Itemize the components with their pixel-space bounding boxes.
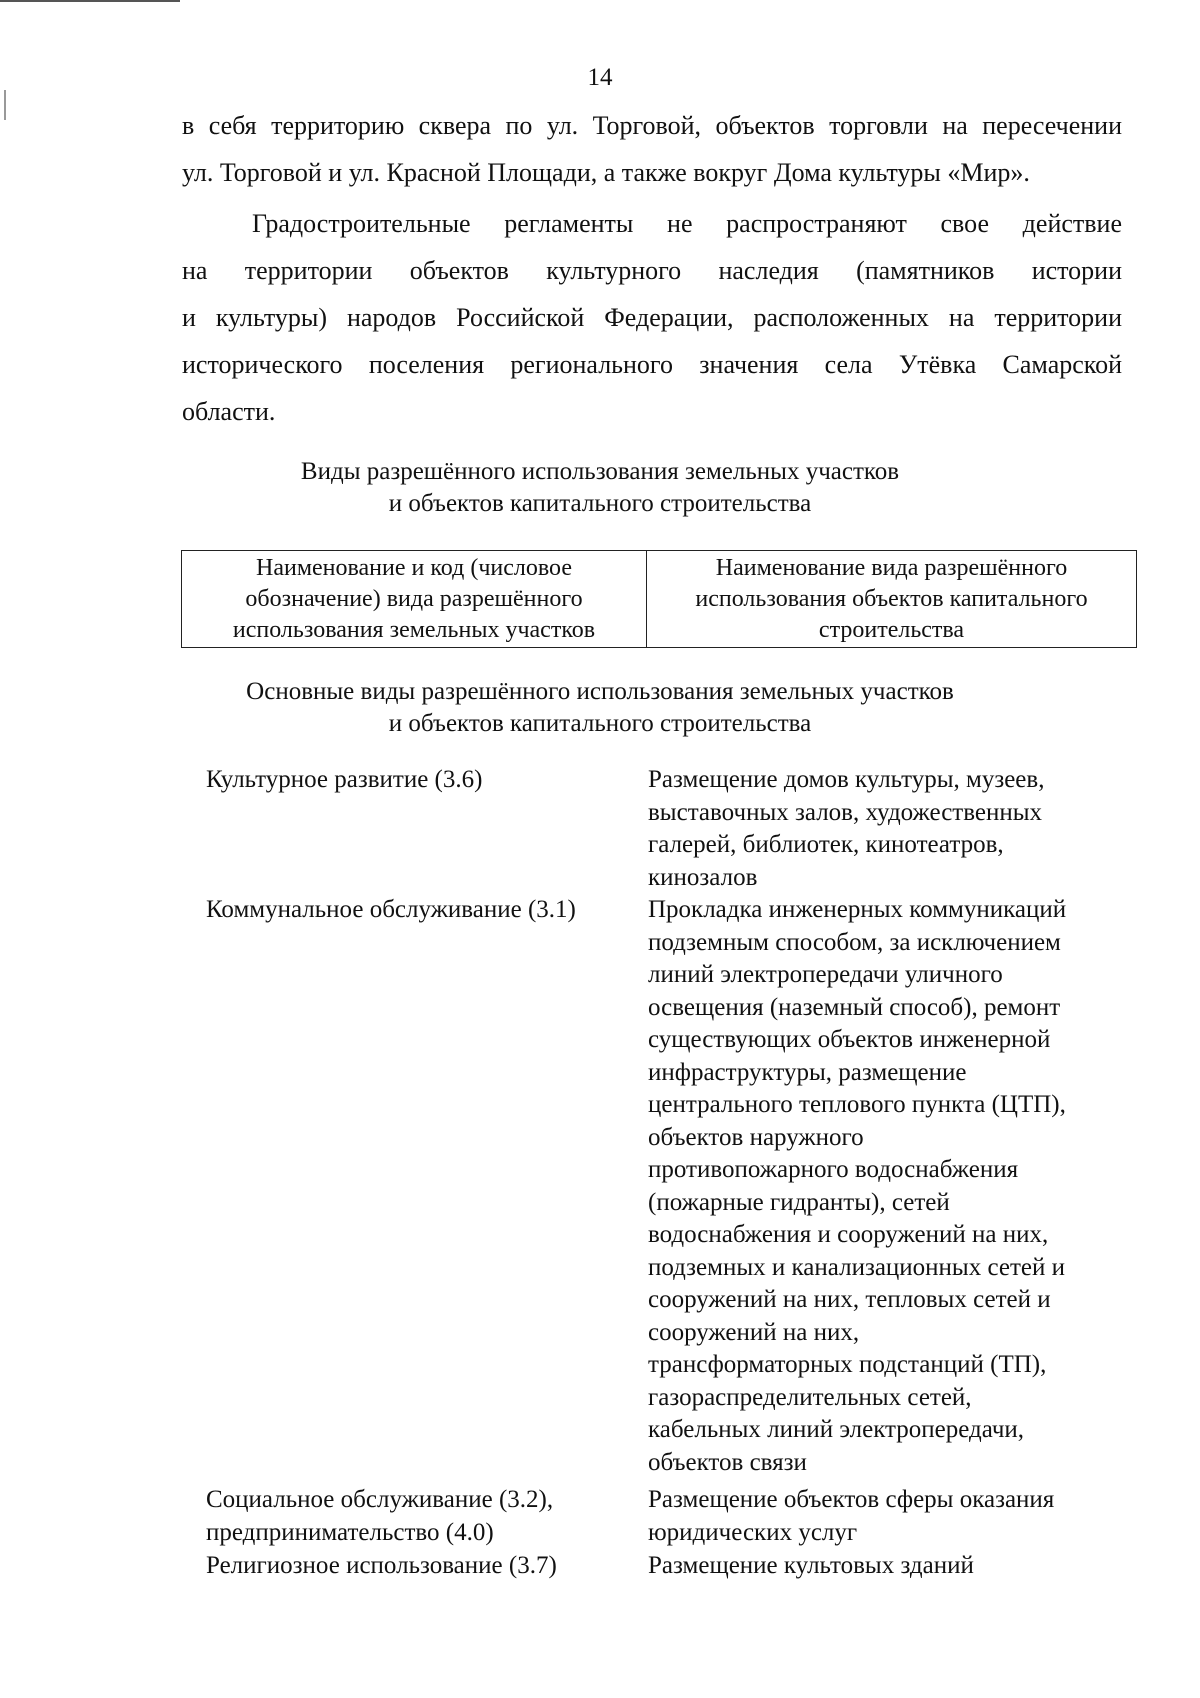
header-cell-line: Наименование и код (числовое	[256, 554, 572, 581]
header-cell-line: использования земельных участков	[232, 616, 596, 643]
construction-use-line: сооружений на них,	[648, 1318, 860, 1346]
table-row-construction-use	[648, 1484, 1148, 1549]
land-use-line: Культурное развитие (3.6)	[206, 766, 483, 793]
header-cell-line: Наименование вида разрешённого	[715, 554, 1068, 581]
construction-use-line: объектов связи	[648, 1448, 807, 1476]
regulations-paragraph	[182, 200, 1122, 435]
construction-use-line: освещения (наземный способ), ремонт	[648, 993, 1061, 1021]
paragraph-line: Градостроительные регламенты не распространяют свое действие	[252, 209, 1122, 238]
construction-use-line: линий электропередачи уличного	[648, 961, 1003, 988]
land-use-line: предпринимательство (4.0)	[206, 1518, 494, 1546]
construction-use-line: Размещение объектов сферы оказания	[648, 1486, 1055, 1513]
construction-use-line: Прокладка инженерных коммуникаций	[648, 896, 1067, 923]
main-types-title	[0, 676, 1200, 740]
table-row-construction-use	[648, 764, 1148, 894]
construction-use-line: подземных и канализационных сетей и	[648, 1253, 1066, 1281]
construction-use-line: противопожарного водоснабжения	[648, 1156, 1019, 1183]
table-row-land-use	[206, 894, 636, 927]
table-row-construction-use	[648, 1550, 1148, 1583]
main-types-title-line: и объектов капитального строительства	[388, 710, 812, 737]
table-header-cell-land	[182, 551, 647, 648]
paragraph-line: исторического поселения регионального значения села Утёвка Самарской	[182, 350, 1122, 379]
paragraph-line: области.	[182, 397, 276, 426]
land-use-line: Религиозное использование (3.7)	[206, 1552, 557, 1579]
paragraph-line: ул. Торговой и ул. Красной Площади, а также вокруг Дома культуры «Мир».	[182, 158, 1030, 187]
construction-use-line: объектов наружного	[648, 1123, 864, 1151]
header-cell-line: строительства	[818, 616, 965, 643]
scan-margin-mark	[4, 90, 6, 120]
construction-use-line: инфраструктуры, размещение	[648, 1058, 967, 1086]
section-title	[0, 456, 1200, 520]
construction-use-line: водоснабжения и сооружений на них,	[648, 1221, 1049, 1248]
land-use-line: Социальное обслуживание (3.2),	[206, 1486, 554, 1513]
table-header-cell-construction	[647, 551, 1137, 648]
main-types-title-line: Основные виды разрешённого использования земельных участков	[246, 678, 954, 705]
table-header	[181, 550, 1137, 648]
construction-use-line: газораспределительных сетей,	[648, 1383, 972, 1411]
construction-use-line: Размещение домов культуры, музеев,	[648, 766, 1045, 793]
paragraph-line: на территории объектов культурного наследия (памятников истории	[182, 256, 1122, 285]
section-title-line: и объектов капитального строительства	[388, 490, 812, 517]
paragraph-line: и культуры) народов Российской Федерации, расположенных на территории	[182, 303, 1122, 332]
land-use-line: Коммунальное обслуживание (3.1)	[206, 896, 576, 923]
scan-edge-line	[0, 0, 180, 2]
page-number: 14	[587, 64, 613, 91]
construction-use-line: юридических услуг	[648, 1518, 858, 1546]
table-row-land-use	[206, 764, 636, 797]
header-cell-line: использования объектов капитального	[695, 585, 1088, 612]
table-header-row	[182, 551, 1137, 648]
construction-use-line: галерей, библиотек, кинотеатров,	[648, 831, 1004, 858]
construction-use-line: сооружений на них, тепловых сетей и	[648, 1286, 1051, 1313]
construction-use-line: трансформаторных подстанций (ТП),	[648, 1351, 1047, 1378]
table-row-construction-use	[648, 894, 1148, 1479]
header-cell-line: обозначение) вида разрешённого	[245, 585, 583, 612]
table-row-land-use	[206, 1550, 636, 1583]
construction-use-line: подземным способом, за исключением	[648, 928, 1061, 956]
construction-use-line: кинозалов	[648, 863, 758, 891]
section-title-line: Виды разрешённого использования земельных участков	[300, 458, 900, 485]
table-row-land-use	[206, 1484, 636, 1549]
construction-use-line: центрального теплового пункта (ЦТП),	[648, 1091, 1066, 1118]
paragraph-line: в себя территорию сквера по ул. Торговой, объектов торговли на пересечении	[182, 111, 1122, 140]
construction-use-line: (пожарные гидранты), сетей	[648, 1188, 950, 1216]
intro-paragraph	[182, 102, 1122, 196]
construction-use-line: Размещение культовых зданий	[648, 1552, 974, 1579]
construction-use-line: выставочных залов, художественных	[648, 798, 1043, 826]
construction-use-line: существующих объектов инженерной	[648, 1026, 1051, 1053]
construction-use-line: кабельных линий электропередачи,	[648, 1416, 1025, 1443]
